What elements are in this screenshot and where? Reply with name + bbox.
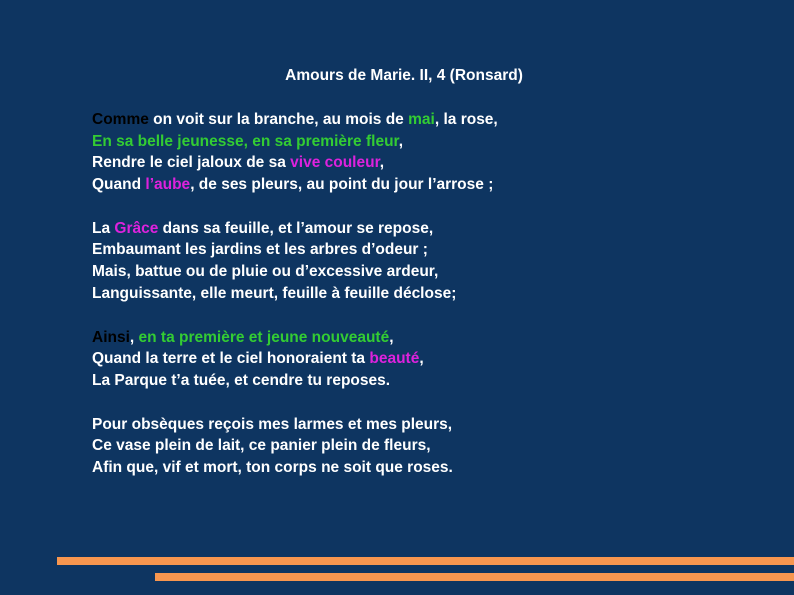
line-segment: La Parque t’a tuée, et cendre tu reposes.: [92, 371, 391, 389]
poem-line: [92, 152, 498, 174]
line-segment: En sa belle jeunesse, en sa première fleur: [92, 132, 399, 150]
poem-line: [92, 283, 498, 305]
line-segment: La: [92, 219, 115, 237]
line-segment: Embaumant les jardins et les arbres d’odeur ;: [92, 241, 428, 259]
poem-line: [92, 370, 498, 392]
line-segment: vive couleur: [290, 154, 380, 172]
stanza: [92, 109, 498, 196]
line-segment: dans sa feuille, et l’amour se repose,: [158, 219, 434, 237]
line-segment: Rendre le ciel jaloux de sa: [92, 154, 291, 172]
line-segment: , de ses pleurs, au point du jour l’arrose ;: [190, 176, 494, 194]
decorative-bar-top: [57, 557, 794, 565]
poem-line: [92, 435, 498, 457]
line-segment: beauté: [369, 350, 420, 368]
line-segment: Ce vase plein de lait, ce panier plein de fleurs,: [92, 437, 431, 455]
line-segment: ,: [379, 154, 385, 172]
line-segment: on voit sur la branche, au mois de: [148, 111, 409, 128]
line-segment: , la rose,: [434, 111, 498, 128]
poem-line: [92, 327, 498, 349]
line-segment: en ta première et jeune nouveauté: [138, 328, 390, 346]
poem-line: [92, 261, 498, 283]
poem-title: Amours de Marie. II, 4 (Ronsard): [285, 67, 523, 84]
poem-line: [92, 414, 498, 436]
line-segment: l’aube: [145, 176, 191, 194]
poem-line: [92, 109, 498, 131]
poem-line: [92, 348, 498, 370]
poem-line: [92, 174, 498, 196]
line-segment: ,: [129, 328, 139, 346]
line-segment: Languissante, elle meurt, feuille à feuille déclose;: [92, 284, 457, 302]
stanza: [92, 327, 498, 392]
stanza: [92, 414, 498, 479]
line-segment: Mais, battue ou de pluie ou d’excessive ardeur,: [92, 263, 439, 281]
line-segment: Comme: [92, 111, 149, 128]
poem-line: [92, 131, 498, 153]
poem-body: [92, 109, 498, 501]
line-segment: Quand: [92, 176, 146, 194]
stanza: [92, 218, 498, 305]
poem-line: [92, 457, 498, 479]
line-segment: ,: [419, 350, 424, 368]
line-segment: ,: [398, 132, 404, 150]
poem-line: [92, 239, 498, 261]
line-segment: Ainsi: [92, 328, 130, 346]
line-segment: ,: [389, 328, 394, 346]
line-segment: Pour obsèques reçois mes larmes et mes pleurs,: [92, 415, 453, 433]
decorative-bar-bottom: [155, 573, 794, 581]
line-segment: Afin que, vif et mort, ton corps ne soit que roses.: [92, 458, 453, 476]
line-segment: Quand la terre et le ciel honoraient ta: [92, 350, 370, 368]
line-segment: mai: [408, 111, 435, 128]
line-segment: Grâce: [114, 219, 159, 237]
poem-line: [92, 218, 498, 240]
